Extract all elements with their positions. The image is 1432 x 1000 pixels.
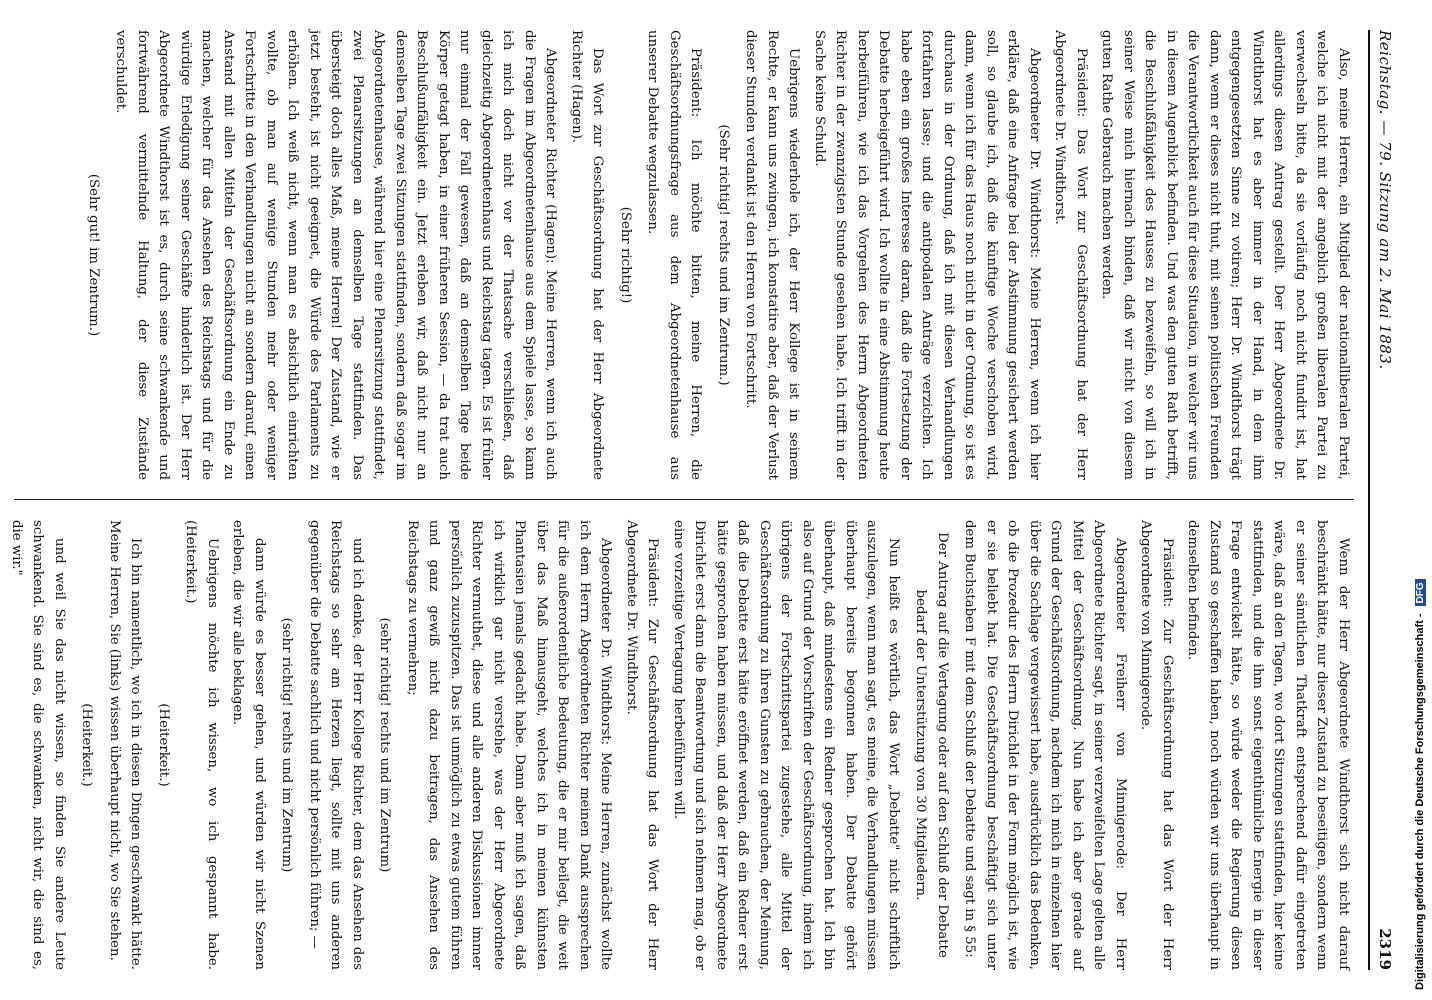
running-header — [1368, 30, 1398, 970]
interjection: (sehr richtig! rechts und im Zentrum) — [279, 617, 295, 873]
right-column — [2, 520, 1355, 970]
paragraph: Abgeordneter Richter (Hagen): Meine Herren, wenn ich auch die Fragen im Abgeordnetenhause aus dem Spiele lasse, so kann ich mich doch nicht vor der Thatsache verschließen, daß gleichzeitig Abgeordnetenhaus und Reichstag tagen. Es ist früher nur einmal der Fall gewesen, daß an demselben Tage beide Körper getagt haben, in einer früheren Session, — da trat auch Beschlußunfähigkeit ein. Jetzt erleben wir, daß nicht nur an demselben Tage zwei Sitzungen stattfinden, sondern daß sogar im Abgeordnetenhause, während hier eine Plenarsitzung stattfindet, zwei Plenarsitzungen an demselben Tage stattfinden. Das übersteigt doch alles Maß, meine Herren! Der Zustand, wie er jetzt besteht, ist nicht geeignet, die Würde des Parlaments zu erhöhen. Ich weiß nicht, wenn man es absichtlich einrichten wollte, ob man auf wenige Stunden mehr oder weniger Fortschritte in den Verhandlungen nicht an sondern darauf, einen Anstand mit allen Mitteln der Geschäftsordnung ein Ende zu machen, welcher für das Ansehen des Reichstags und für die würdige Erledigung seiner Geschäfte hinderlich ist. Der Herr Abgeordnete Windthorst ist es, durch seine schwankende und fortwährend vermittelnde Haltung, der diese Zustände verschuldet. — [113, 30, 559, 480]
paragraph: Abgeordneter Dr. Windthorst: Meine Herren, wenn ich hier erkläre, daß eine Anfrage bei der Abstimmung gesichert werden soll, so glaube ich, daß die künftige Woche verschoben wird, dann, wenn ich für das Haus noch nicht in der Ordnung, so ist es durchaus in der Ordnung, daß ich mit diesen Verhandlungen fortfahren lasse; und die antipodalen Anträge verzichten. Ich habe eben ein großes Interesse daran, daß die Fortsetzung der Debatte herbeigeführt wird. Ich wollte in eine Abstimmung heute herbeiführen, wie ich das Vorgehen des Herrn Abgeordneten Richter in der zwanzigsten Stunde gesehen habe. Ich trifft in der Sache keine Schuld. — [812, 30, 1042, 480]
page-number: 2319 — [1376, 928, 1394, 970]
paragraph: Also, meine Herren, ein Mitglied der nationalliberalen Partei, welche ich nicht mit der angeblich großen liberalen Partei zu verwechseln bitte, da sie vorläufig noch nicht fundirt ist, hat allerdings diesen Antrag gestellt. Der Herr Abgeordnete Dr. Windthorst hat es aber immer in der Hand, in dem ihm entgegengesetzten Sinne zu votiren; Herr Dr. Windthorst trägt dann, wenn er dieses nicht thut, mit seinen politischen Freunden die Verantwortlichkeit auch für diese Situation, in welcher wir uns in diesem Augenblick befinden. Und was den guten Rath betrifft, die Beschlußfähigkeit des Hauses zu bezweifeln, so will ich in seiner Weise mich hiernach binden, daß wir nicht von diesem guten Rathe Gebrauch machen werden. — [1099, 30, 1351, 480]
paragraph: Uebrigens möchte ich wissen, wo ich gespannt habe. (Heiterkeit.) — [183, 520, 220, 970]
paragraph: und weil Sie das nicht wissen, so finden Sie andere Leute schwankend. Sie sind es, die schwanken, nicht wir, die sind es, die wir." — [9, 520, 67, 970]
column-divider — [14, 499, 1354, 500]
paragraph: dann würde es besser gehen, und würden wir nicht Szenen erleben, die wir alle beklagen. — [230, 520, 267, 970]
digitization-stamp — [1412, 0, 1432, 1000]
paragraph: Präsident: Ich möchte bitten, meine Herren, die Geschäftsordnungsfrage aus dem Abgeordnetenhause aus unserer Debatte wegzulassen. — [645, 30, 704, 480]
paragraph: Ich bin namentlich, wo ich in diesen Dingen geschwankt hätte. Meine Herren, Sie (links) wissen überhaupt nicht, wo Sie stehen. — [107, 520, 144, 970]
paragraph: Präsident: Zur Geschäftsordnung hat das Wort der Herr Abgeordnete von Minnigerode. — [1138, 520, 1175, 970]
interjection: (sehr richtig! rechts und im Zentrum) — [377, 617, 393, 873]
paragraph: Präsident: Das Wort zur Geschäftsordnung hat der Herr Abgeordnete Dr. Windthorst. — [1052, 30, 1089, 480]
interjection: (Sehr richtig! rechts und im Zentrum.) — [716, 124, 731, 386]
interjection: Der Antrag auf die Vertagung oder auf den Schluß der Debatte bedarf der Unterstützung von 30 Mitgliedern. — [913, 532, 950, 958]
interjection: (Heiterkeit.) — [156, 703, 171, 787]
paragraph: Abgeordneter Dr. Windthorst: Meine Herren, zunächst wollte ich dem Herrn Abgeordneten Richter meinen Dank aussprechen für die außerordentliche Bedeutung, die er mir beilegt, die weit über das Maß hinausgeht, welches ich in meinen kühnsten Phantasien jemals gedacht habe. Dann aber muß ich sagen, daß ich wirklich gar nicht verstehe, was der Herr Abgeordnete Richter vermuthet, diese und alle anderen Diskussionen immer persönlich zuzuspitzen. Das ist unmöglich zu etwas gutem führen und ganz gewiß nicht dazu beitragen, das Ansehen des Reichstags zu vermehren; — [405, 520, 614, 970]
funding-note: Digitalisierung gefördert durch die Deutsche Forschungsgemeinschaft - — [1414, 613, 1426, 990]
paragraph: Wenn der Herr Abgeordnete Windthorst sich nicht darauf beschränkt hätte, nur dieser Zustand zu beseitigen, sondern wenn er seiner sämtlichen Thatkraft entsprechend dafür eingetreten wäre, daß an den Tagen, wo dort Sitzungen stattfinden, hier keine stattfinden, und die ihm sonst eigenthümliche Energie in dieser Frage entwickelt hätte, so würde weder die Regierung diesen Zustand so geschaffen haben, noch würden wir uns überhaupt in demselben befinden. — [1185, 520, 1351, 970]
running-title: Reichstag. — 79. Sitzung am 2. Mai 1883. — [1376, 30, 1394, 370]
paragraph: Abgeordneter Freiherr von Minnigerode: Der Herr Abgeordnete Richter sagt, in seiner verzweifelten Lage gelten alle Mittel der Geschäftsordnung. Nun habe ich aber gerade auf Grund der Geschäftsordnung, nachdem ich mich in einzelnen hier über die Sachlage vergewissert habe, ausdrücklich das Bedenken, ob die Prozedur des Herrn Dirichlet in der Form möglich ist, wie er sie beliebt hat. Die Geschäftsordnung beschäftigt sich unter dem Buchstaben F mit dem Schluß der Debatte und sagt in § 55: — [962, 520, 1128, 970]
interjection: (Sehr richtig!) — [618, 206, 633, 304]
stamp-text — [1414, 579, 1426, 990]
dfg-logo: DFG — [1415, 579, 1426, 606]
paragraph: Präsident: Zur Geschäftsordnung hat das Wort der Herr Abgeordnete Dr. Windthorst. — [624, 520, 661, 970]
paragraph: und ich denke, der Herr Kollege Richter, dem das Ansehen des Reichstags so sehr am Herzen liegt, sollte mit uns anderen gegenüber die Debatte sachlich und nicht persönlich führen; — — [307, 520, 365, 970]
interjection: (Sehr gut! im Zentrum.) — [86, 173, 101, 337]
left-column — [77, 30, 1355, 480]
interjection: (Heiterkeit.) — [79, 703, 95, 787]
paragraph: Das Wort zur Geschäftsordnung hat der Herr Abgeordnete Richter (Hagen). — [569, 30, 606, 480]
paragraph: Uebrigens wiederhole ich, der Herr Kollege ist in seinem Rechte, er kann uns zwingen, ich konstatire aber, daß der Verlust dieser Stunden verdankt ist den Herren von Fortschritt. — [743, 30, 802, 480]
paragraph: Nun heißt es wörtlich, das Wort „Debatte" nicht schriftlich auszulegen, wenn man sagt, es meine, die Verhandlungen müssen überhaupt bereits begonnen haben. Der Debatte gehört überhaupt, daß mindestens ein Redner gesprochen hat. Ich bin also auf Grund der Vorschriften der Geschäftsordnung, indem ich übrigens der Fortschrittspartei zugestehe, alle Mittel der Geschäftsordnung zu ihren Gunsten zu gebrauchen, der Meinung, daß die Debatte erst hätte eröffnet werden, daß ein Redner erst hätte gesprochen haben müssen, und daß der Herr Abgeordnete Dirichlet erst dann die Beantwortung und sich nehmen mag, ob er eine vorzeitige Vertagung herbeiführen will. — [671, 520, 901, 970]
